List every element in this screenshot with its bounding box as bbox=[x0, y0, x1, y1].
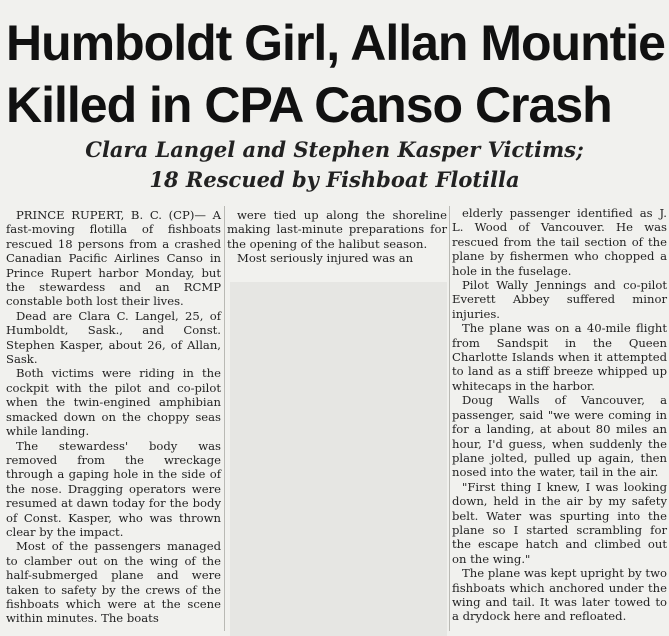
article-column-2 bbox=[227, 208, 447, 266]
paragraph: Most seriously injured was an bbox=[237, 251, 414, 266]
paragraph: Pilot Wally Jennings and co-pilot Everett Abbey suffered minor injuries. bbox=[452, 278, 667, 321]
paragraph: The stewardess' body was removed from the wreckage through a gaping hole in the side of the nose. Dragging operators were resumed at dawn today for the body of Const. Kasper, who was thrown clear by the impact. bbox=[6, 438, 221, 539]
paragraph: Dead are Clara C. Langel, 25, of Humboldt, Sask., and Const. Stephen Kasper, about 26, of Allan, Sask. bbox=[6, 308, 221, 367]
paragraph: "First thing I knew, I was looking down, held in the air by my safety belt. Water was spurting into the plane so I started scrambling for the escape hatch and climbed out on the wing." bbox=[452, 479, 667, 566]
paragraph: The plane was on a 40-mile flight from Sandspit in the Queen Charlotte Islands when it attempted to land as a stiff breeze whipped up whitecaps in the harbor. bbox=[452, 321, 667, 393]
paragraph: Most of the passengers managed to clamber out on the wing of the half-submerged plane and were taken to safety by the crews of the fishboats which were at the scene within minutes. The boats bbox=[6, 539, 221, 626]
column-divider bbox=[449, 206, 450, 631]
paragraph: PRINCE RUPERT, B. C. (CP)— A fast-moving flotilla of fishboats rescued 18 persons from a crashed Canadian Pacific Airlines Canso in Prince Rupert harbor Monday, but the stewardess and an RCMP constable both lost their lives. bbox=[6, 208, 221, 309]
paragraph: The plane was kept upright by two fishboats which anchored under the wing and tail. It was later towed to a drydock here and refloated. bbox=[452, 566, 667, 624]
headline-line-2: Killed in CPA Canso Crash bbox=[6, 77, 612, 133]
headline-line-1: Humboldt Girl, Allan Mountie bbox=[6, 15, 665, 71]
article-column-3 bbox=[452, 206, 667, 624]
paragraph: elderly passenger identified as J. L. Wood of Vancouver. He was rescued from the tail section of the plane by fishermen who chopped a hole in the fuselage. bbox=[452, 206, 667, 278]
subheadline-line-2: 18 Rescued by Fishboat Flotilla bbox=[149, 167, 520, 192]
column-divider bbox=[224, 206, 225, 631]
blank-area bbox=[230, 282, 447, 636]
paragraph: Both victims were riding in the cockpit with the pilot and co-pilot when the twin-engined amphibian smacked down on the choppy seas while landing. bbox=[6, 366, 221, 439]
paragraph: Doug Walls of Vancouver, a passenger, said "we were coming in for a landing, at about 80 miles an hour, I'd guess, when suddenly the plane jolted, pulled up again, then nosed into the water, tail in the air. bbox=[452, 393, 667, 480]
article-column-1 bbox=[6, 208, 221, 626]
paragraph: were tied up along the shoreline making last-minute preparations for the opening of the halibut season. bbox=[227, 208, 447, 251]
subheadline-line-1: Clara Langel and Stephen Kasper Victims; bbox=[85, 137, 584, 162]
